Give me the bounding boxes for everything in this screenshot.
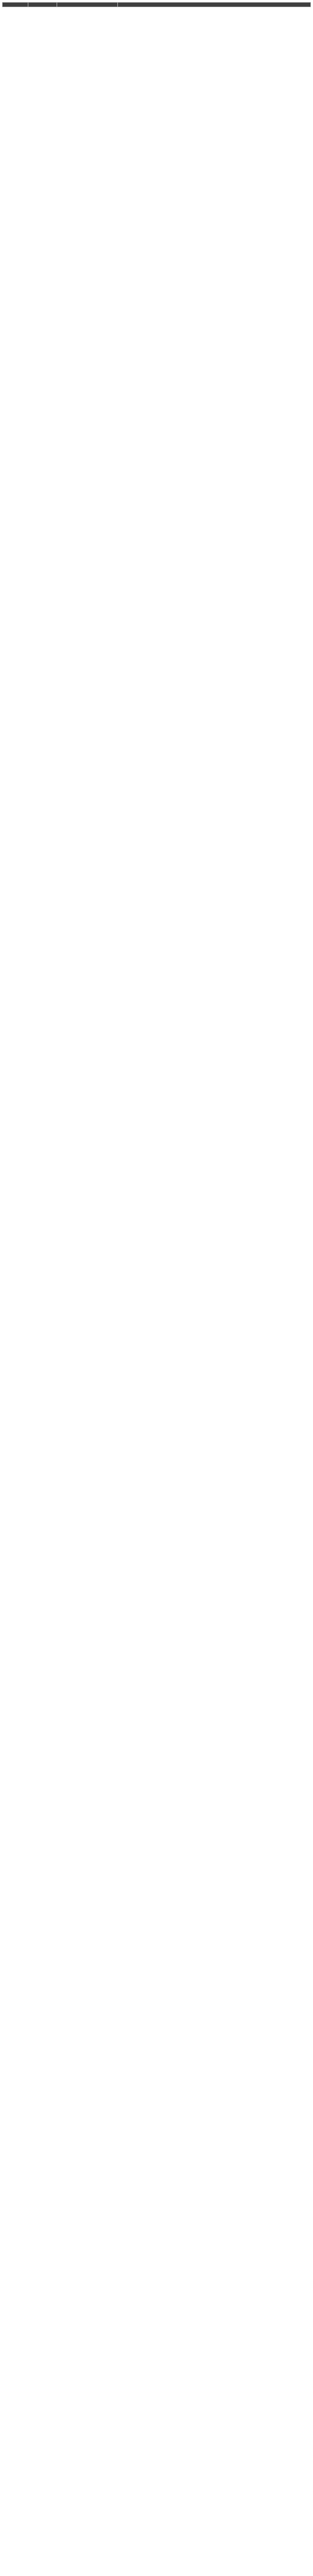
header-title bbox=[57, 3, 118, 7]
header-region bbox=[3, 3, 28, 7]
header-detail bbox=[118, 3, 311, 7]
header-date bbox=[28, 3, 57, 7]
policy-table bbox=[2, 2, 311, 7]
table-header-row bbox=[3, 3, 311, 7]
document-page bbox=[2, 2, 311, 7]
